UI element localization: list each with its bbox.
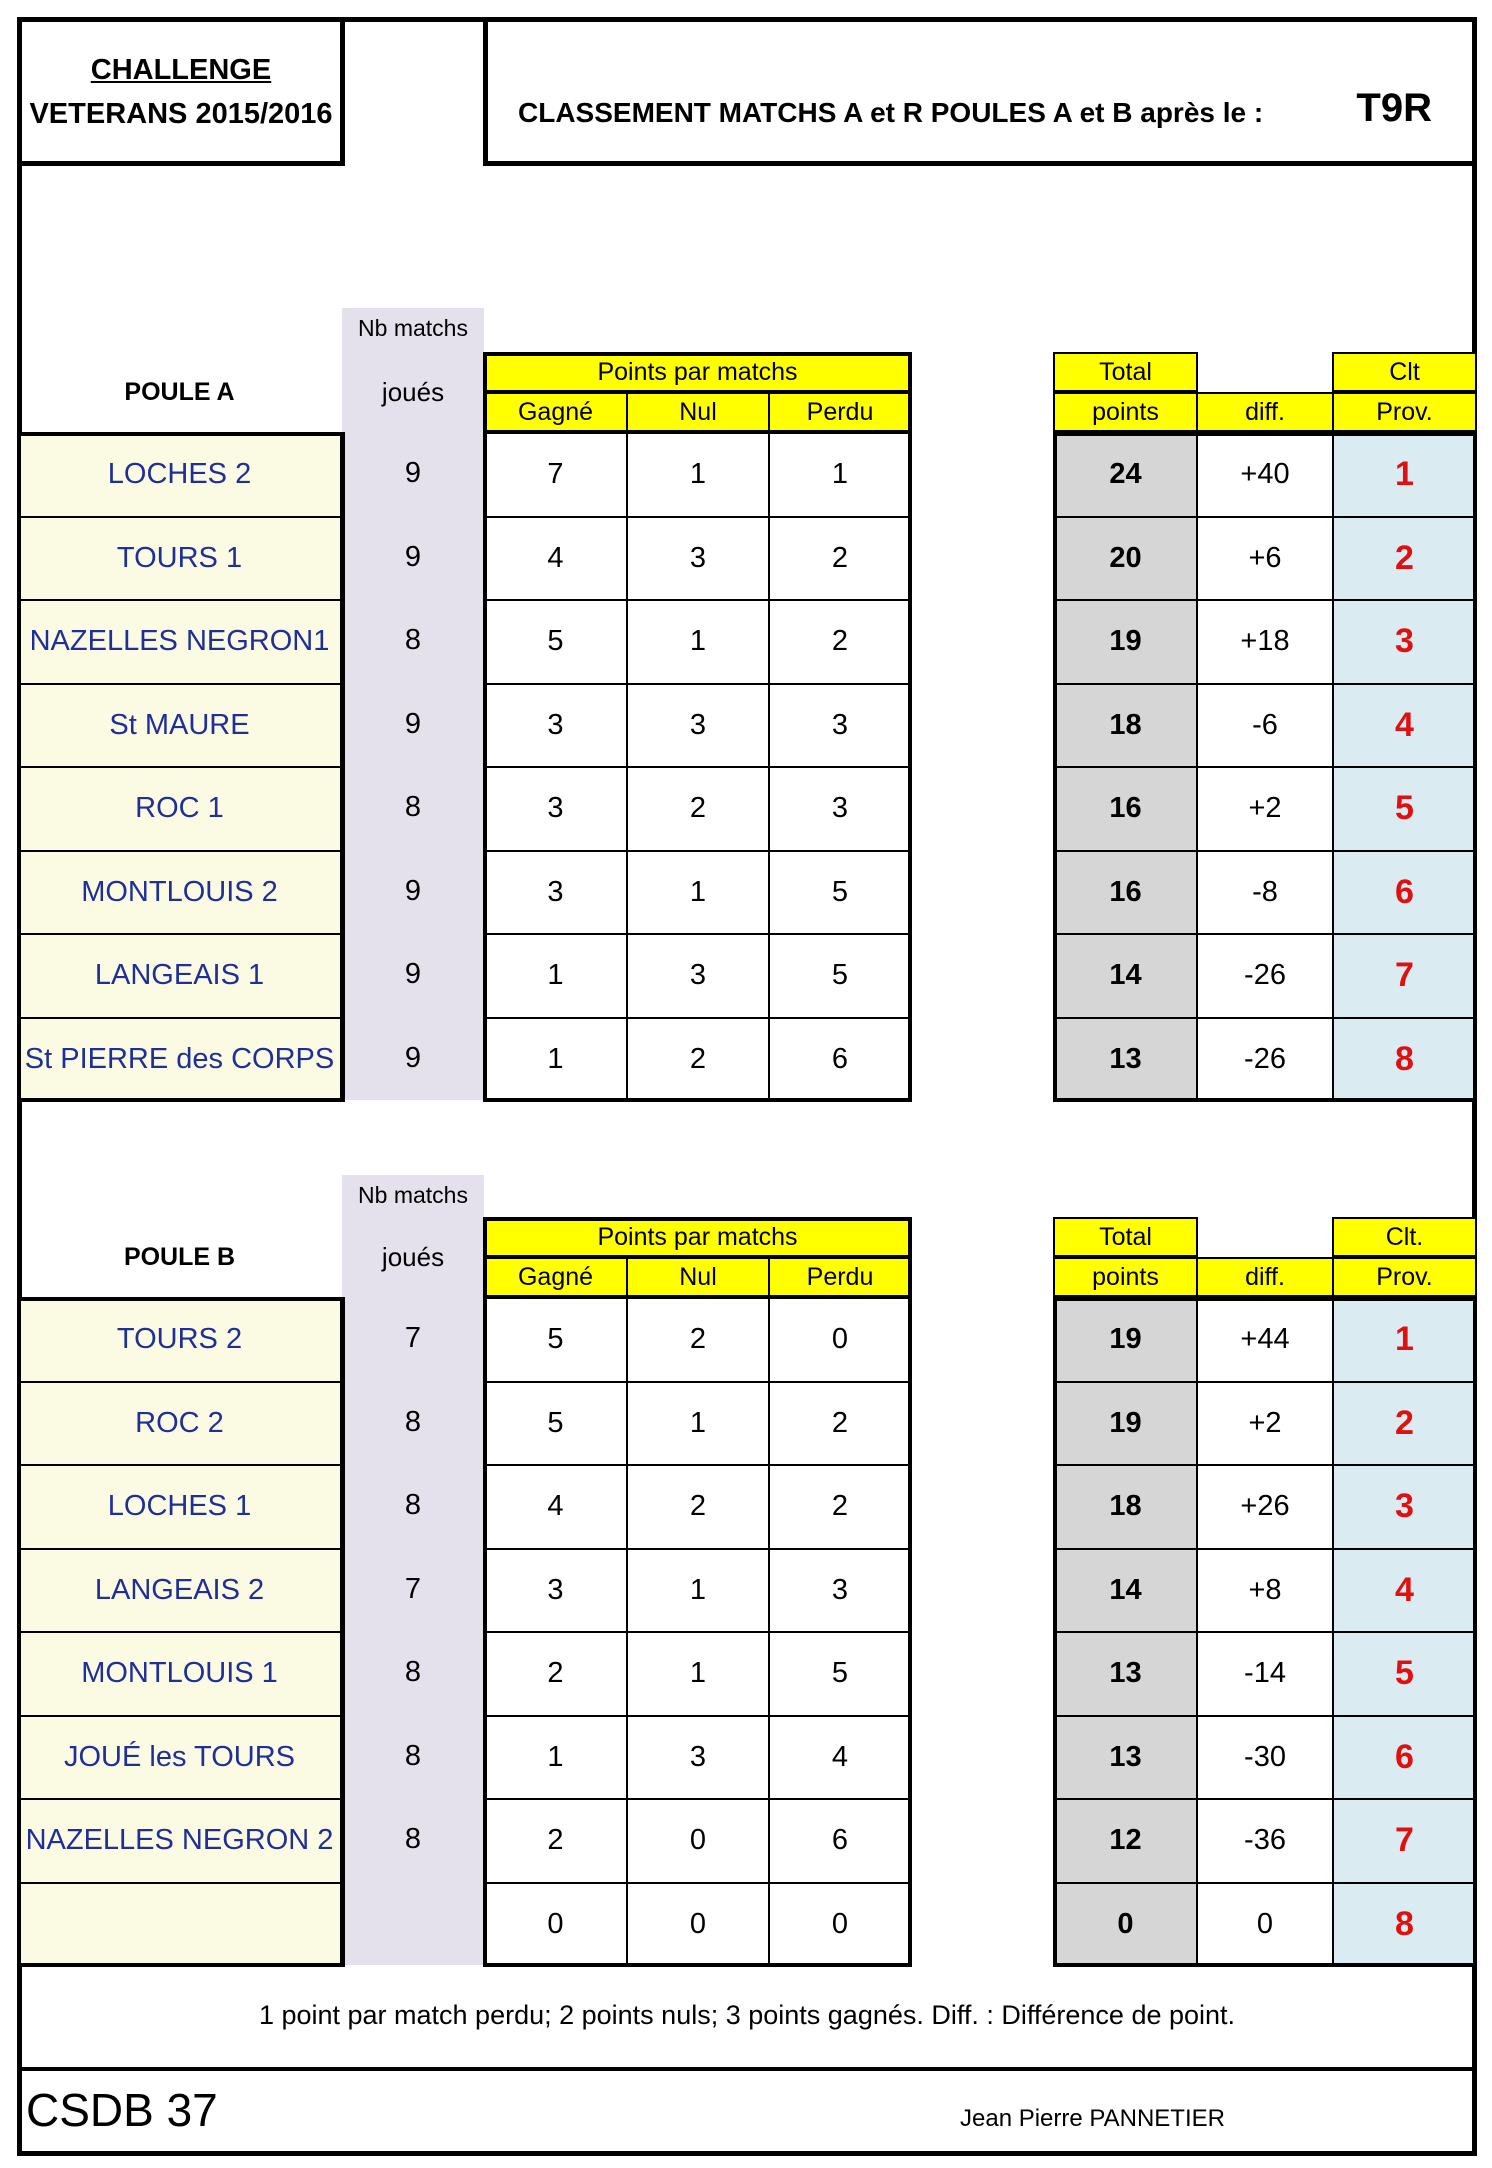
team-name: NAZELLES NEGRON 2 bbox=[17, 1798, 342, 1884]
wins: 7 bbox=[483, 432, 628, 518]
total-points: 0 bbox=[1053, 1882, 1198, 1968]
wins: 3 bbox=[483, 1548, 628, 1634]
matches-played: 7 bbox=[404, 1322, 422, 1355]
joues-label: joués bbox=[381, 376, 445, 407]
team-name: LOCHES 1 bbox=[17, 1464, 342, 1550]
total-points: 16 bbox=[1053, 850, 1198, 936]
provisional-rank: 6 bbox=[1332, 850, 1477, 936]
losses: 3 bbox=[768, 1548, 912, 1634]
total-points: 14 bbox=[1053, 1548, 1198, 1634]
clt-header: Clt. bbox=[1332, 1217, 1477, 1257]
poule-title: POULE A bbox=[124, 377, 235, 406]
provisional-rank: 5 bbox=[1332, 766, 1477, 852]
total-points: 13 bbox=[1053, 1631, 1198, 1717]
matches-played: 8 bbox=[404, 1739, 422, 1772]
total-points: 16 bbox=[1053, 766, 1198, 852]
ranking-title bbox=[483, 17, 1477, 166]
point-difference: -26 bbox=[1196, 933, 1334, 1019]
total-header: Total bbox=[1053, 352, 1198, 392]
matches-played: 8 bbox=[404, 1489, 422, 1522]
draws: 1 bbox=[626, 1631, 770, 1717]
poule-title: POULE B bbox=[123, 1242, 236, 1271]
draws: 3 bbox=[626, 683, 770, 769]
clt-header: Clt bbox=[1332, 352, 1477, 392]
draws: 0 bbox=[626, 1882, 770, 1968]
losses: 3 bbox=[768, 766, 912, 852]
matches-played: 7 bbox=[404, 1572, 422, 1605]
provisional-rank: 5 bbox=[1332, 1631, 1477, 1717]
draws: 2 bbox=[626, 1017, 770, 1103]
losses: 2 bbox=[768, 516, 912, 602]
point-difference: +2 bbox=[1196, 1381, 1334, 1467]
point-difference: -26 bbox=[1196, 1017, 1334, 1103]
provisional-rank: 4 bbox=[1332, 1548, 1477, 1634]
losses: 6 bbox=[768, 1798, 912, 1884]
total-points: 20 bbox=[1053, 516, 1198, 602]
wins: 5 bbox=[483, 1297, 628, 1383]
point-difference: 0 bbox=[1196, 1882, 1334, 1968]
draws: 3 bbox=[626, 516, 770, 602]
point-difference: -30 bbox=[1196, 1715, 1334, 1801]
round-code: T9R bbox=[1356, 86, 1432, 130]
total-points: 24 bbox=[1053, 432, 1198, 518]
losses: 5 bbox=[768, 933, 912, 1019]
challenge-title-line2: VETERANS 2015/2016 bbox=[29, 97, 333, 130]
points-header: points bbox=[1053, 392, 1198, 432]
draws: 2 bbox=[626, 1464, 770, 1550]
wins: 1 bbox=[483, 1715, 628, 1801]
losses: 4 bbox=[768, 1715, 912, 1801]
losses: 5 bbox=[768, 850, 912, 936]
total-points: 18 bbox=[1053, 683, 1198, 769]
challenge-title-line1: CHALLENGE bbox=[90, 53, 272, 86]
losses: 3 bbox=[768, 683, 912, 769]
provisional-rank: 6 bbox=[1332, 1715, 1477, 1801]
provisional-rank: 7 bbox=[1332, 933, 1477, 1019]
team-name: LANGEAIS 1 bbox=[17, 933, 342, 1019]
draws: 2 bbox=[626, 766, 770, 852]
provisional-rank: 8 bbox=[1332, 1882, 1477, 1968]
losses: 0 bbox=[768, 1882, 912, 1968]
provisional-rank: 2 bbox=[1332, 516, 1477, 602]
point-difference: +44 bbox=[1196, 1297, 1334, 1383]
matches-played: 9 bbox=[404, 540, 422, 573]
author-label: Jean Pierre PANNETIER bbox=[960, 2105, 1225, 2132]
team-name: ROC 1 bbox=[17, 766, 342, 852]
joues-label: joués bbox=[381, 1241, 445, 1272]
provisional-rank: 4 bbox=[1332, 683, 1477, 769]
wins: 5 bbox=[483, 1381, 628, 1467]
wins: 3 bbox=[483, 850, 628, 936]
matches-played: 9 bbox=[404, 958, 422, 991]
team-name: ROC 2 bbox=[17, 1381, 342, 1467]
nb-matchs-label: Nb matchs bbox=[358, 314, 468, 341]
points-par-matchs-header: Points par matchs bbox=[483, 1217, 912, 1257]
draws: 3 bbox=[626, 1715, 770, 1801]
total-header: Total bbox=[1053, 1217, 1198, 1257]
team-name: MONTLOUIS 2 bbox=[17, 850, 342, 936]
team-name: TOURS 1 bbox=[17, 516, 342, 602]
losses: 2 bbox=[768, 1381, 912, 1467]
point-difference: +40 bbox=[1196, 432, 1334, 518]
point-difference: +26 bbox=[1196, 1464, 1334, 1550]
draws: 1 bbox=[626, 1548, 770, 1634]
draws: 0 bbox=[626, 1798, 770, 1884]
draws: 2 bbox=[626, 1297, 770, 1383]
provisional-rank: 1 bbox=[1332, 1297, 1477, 1383]
provisional-rank: 8 bbox=[1332, 1017, 1477, 1103]
point-difference: -14 bbox=[1196, 1631, 1334, 1717]
scoring-note: 1 point par match perdu; 2 points nuls; 3 points gagnés. Diff. : Différence de point. bbox=[258, 2000, 1236, 2030]
matches-played: 9 bbox=[404, 457, 422, 490]
matches-played: 8 bbox=[404, 624, 422, 657]
losses: 1 bbox=[768, 432, 912, 518]
team-name: JOUÉ les TOURS bbox=[17, 1715, 342, 1801]
losses: 2 bbox=[768, 599, 912, 685]
draws: 1 bbox=[626, 1381, 770, 1467]
col-gagne-header: Gagné bbox=[483, 1257, 628, 1297]
losses: 6 bbox=[768, 1017, 912, 1103]
col-nul-header: Nul bbox=[626, 1257, 770, 1297]
wins: 1 bbox=[483, 933, 628, 1019]
draws: 3 bbox=[626, 933, 770, 1019]
matches-played: 9 bbox=[404, 874, 422, 907]
wins: 4 bbox=[483, 1464, 628, 1550]
draws: 1 bbox=[626, 432, 770, 518]
losses: 2 bbox=[768, 1464, 912, 1550]
diff-header: diff. bbox=[1196, 1257, 1334, 1297]
prov-header: Prov. bbox=[1332, 1257, 1477, 1297]
team-name: LANGEAIS 2 bbox=[17, 1548, 342, 1634]
point-difference: +8 bbox=[1196, 1548, 1334, 1634]
footer-divider bbox=[17, 2067, 1477, 2071]
wins: 5 bbox=[483, 599, 628, 685]
team-name: TOURS 2 bbox=[17, 1297, 342, 1383]
points-header: points bbox=[1053, 1257, 1198, 1297]
matches-played: 8 bbox=[404, 1823, 422, 1856]
draws: 1 bbox=[626, 850, 770, 936]
nb-matchs-label: Nb matchs bbox=[358, 1181, 468, 1208]
matches-played bbox=[342, 1882, 484, 1966]
draws: 1 bbox=[626, 599, 770, 685]
matches-played: 8 bbox=[404, 1656, 422, 1689]
team-name: NAZELLES NEGRON1 bbox=[17, 599, 342, 685]
points-par-matchs-header: Points par matchs bbox=[483, 352, 912, 392]
total-points: 18 bbox=[1053, 1464, 1198, 1550]
team-name bbox=[17, 1882, 342, 1968]
matches-played: 9 bbox=[404, 1041, 422, 1074]
matches-played: 9 bbox=[404, 707, 422, 740]
team-name: St PIERRE des CORPS bbox=[17, 1017, 342, 1103]
point-difference: -8 bbox=[1196, 850, 1334, 936]
provisional-rank: 3 bbox=[1332, 599, 1477, 685]
ranking-title-text: CLASSEMENT MATCHS A et R POULES A et B après le : bbox=[518, 97, 1264, 128]
wins: 3 bbox=[483, 683, 628, 769]
provisional-rank: 7 bbox=[1332, 1798, 1477, 1884]
provisional-rank: 3 bbox=[1332, 1464, 1477, 1550]
team-name: St MAURE bbox=[17, 683, 342, 769]
total-points: 19 bbox=[1053, 1381, 1198, 1467]
matches-played: 8 bbox=[404, 791, 422, 824]
wins: 3 bbox=[483, 766, 628, 852]
losses: 5 bbox=[768, 1631, 912, 1717]
total-points: 12 bbox=[1053, 1798, 1198, 1884]
col-perdu-header: Perdu bbox=[768, 1257, 912, 1297]
total-points: 13 bbox=[1053, 1017, 1198, 1103]
team-name: MONTLOUIS 1 bbox=[17, 1631, 342, 1717]
total-points: 19 bbox=[1053, 599, 1198, 685]
point-difference: -6 bbox=[1196, 683, 1334, 769]
losses: 0 bbox=[768, 1297, 912, 1383]
provisional-rank: 2 bbox=[1332, 1381, 1477, 1467]
matches-played: 8 bbox=[404, 1405, 422, 1438]
prov-header: Prov. bbox=[1332, 392, 1477, 432]
wins: 2 bbox=[483, 1631, 628, 1717]
point-difference: +18 bbox=[1196, 599, 1334, 685]
total-points: 13 bbox=[1053, 1715, 1198, 1801]
diff-header: diff. bbox=[1196, 392, 1334, 432]
point-difference: +6 bbox=[1196, 516, 1334, 602]
total-points: 19 bbox=[1053, 1297, 1198, 1383]
wins: 4 bbox=[483, 516, 628, 602]
wins: 0 bbox=[483, 1882, 628, 1968]
organization-label: CSDB 37 bbox=[26, 2084, 218, 2136]
point-difference: -36 bbox=[1196, 1798, 1334, 1884]
wins: 1 bbox=[483, 1017, 628, 1103]
point-difference: +2 bbox=[1196, 766, 1334, 852]
challenge-title bbox=[17, 17, 345, 166]
provisional-rank: 1 bbox=[1332, 432, 1477, 518]
col-gagne-header: Gagné bbox=[483, 392, 628, 432]
total-points: 14 bbox=[1053, 933, 1198, 1019]
wins: 2 bbox=[483, 1798, 628, 1884]
col-nul-header: Nul bbox=[626, 392, 770, 432]
col-perdu-header: Perdu bbox=[768, 392, 912, 432]
team-name: LOCHES 2 bbox=[17, 432, 342, 518]
